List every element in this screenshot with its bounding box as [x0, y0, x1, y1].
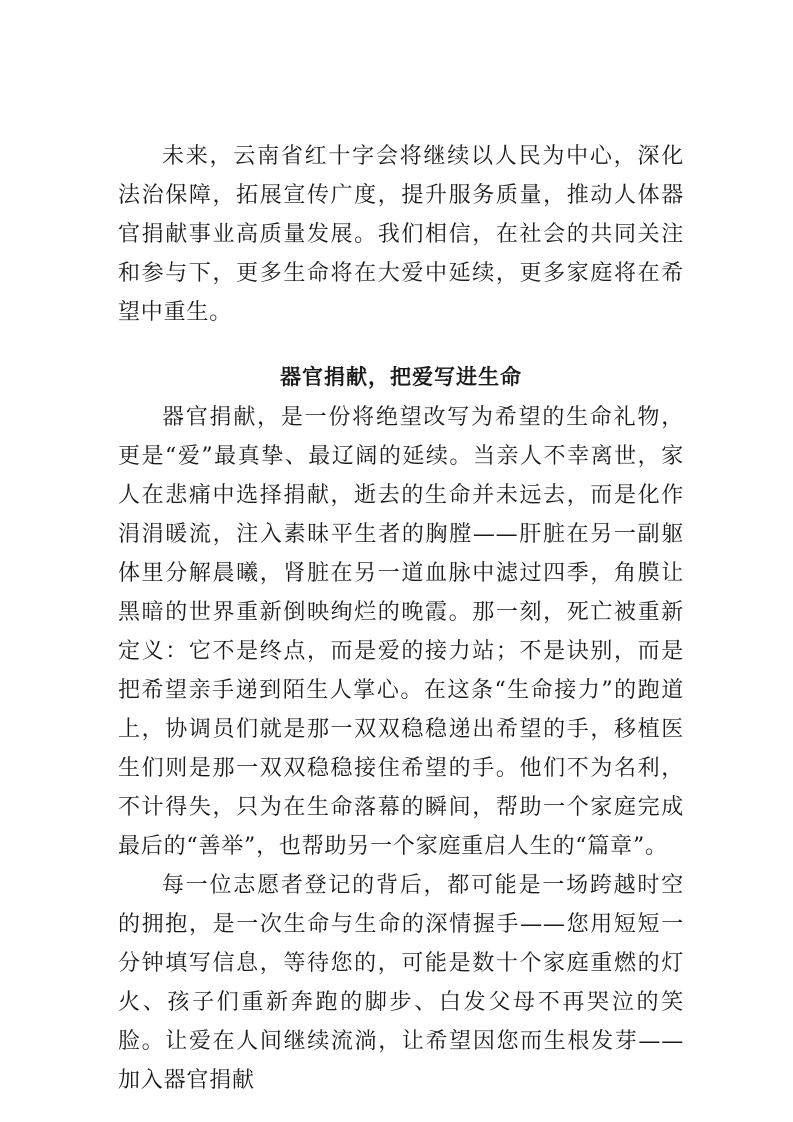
section-heading: 器官捐献，把爱写进生命 — [280, 364, 522, 389]
body-paragraph-2: 每一位志愿者登记的背后，都可能是一场跨越时空的拥抱，是一次生命与生命的深情握手——您用短短一分钟填写信息，等待您的，可能是数十个家庭重燃的灯火、孩子们重新奔跑的脚步、白发父母不再哭泣的笑脸。让爱在人间继续流淌，让希望因您而生根发芽——加入器官捐献 — [118, 873, 684, 1093]
article-body — [118, 137, 684, 1100]
intro-paragraph: 未来，云南省红十字会将继续以人民为中心，深化法治保障，拓展宣传广度，提升服务质量，推动人体器官捐献事业高质量发展。我们相信，在社会的共同关注和参与下，更多生命将在大爱中延续，更多家庭将在希望中重生。 — [118, 144, 684, 325]
body-paragraph-1: 器官捐献，是一份将绝望改写为希望的生命礼物，更是“爱”最真挚、最辽阔的延续。当亲人不幸离世，家人在悲痛中选择捐献，逝去的生命并未远去，而是化作涓涓暖流，注入素昧平生者的胸膛——肝脏在另一副躯体里分解晨曦，肾脏在另一道血脉中滤过四季，角膜让黑暗的世界重新倒映绚烂的晚霞。那一刻，死亡被重新定义：它不是终点，而是爱的接力站；不是诀别，而是把希望亲手递到陌生人掌心。在这条“生命接力”的跑道上，协调员们就是那一双双稳稳递出希望的手，移植医生们则是那一双双稳稳接住希望的手。他们不为名利，不计得失，只为在生命落幕的瞬间，帮助一个家庭完成最后的“善举”，也帮助另一个家庭重启人生的“篇章”。 — [118, 405, 684, 859]
